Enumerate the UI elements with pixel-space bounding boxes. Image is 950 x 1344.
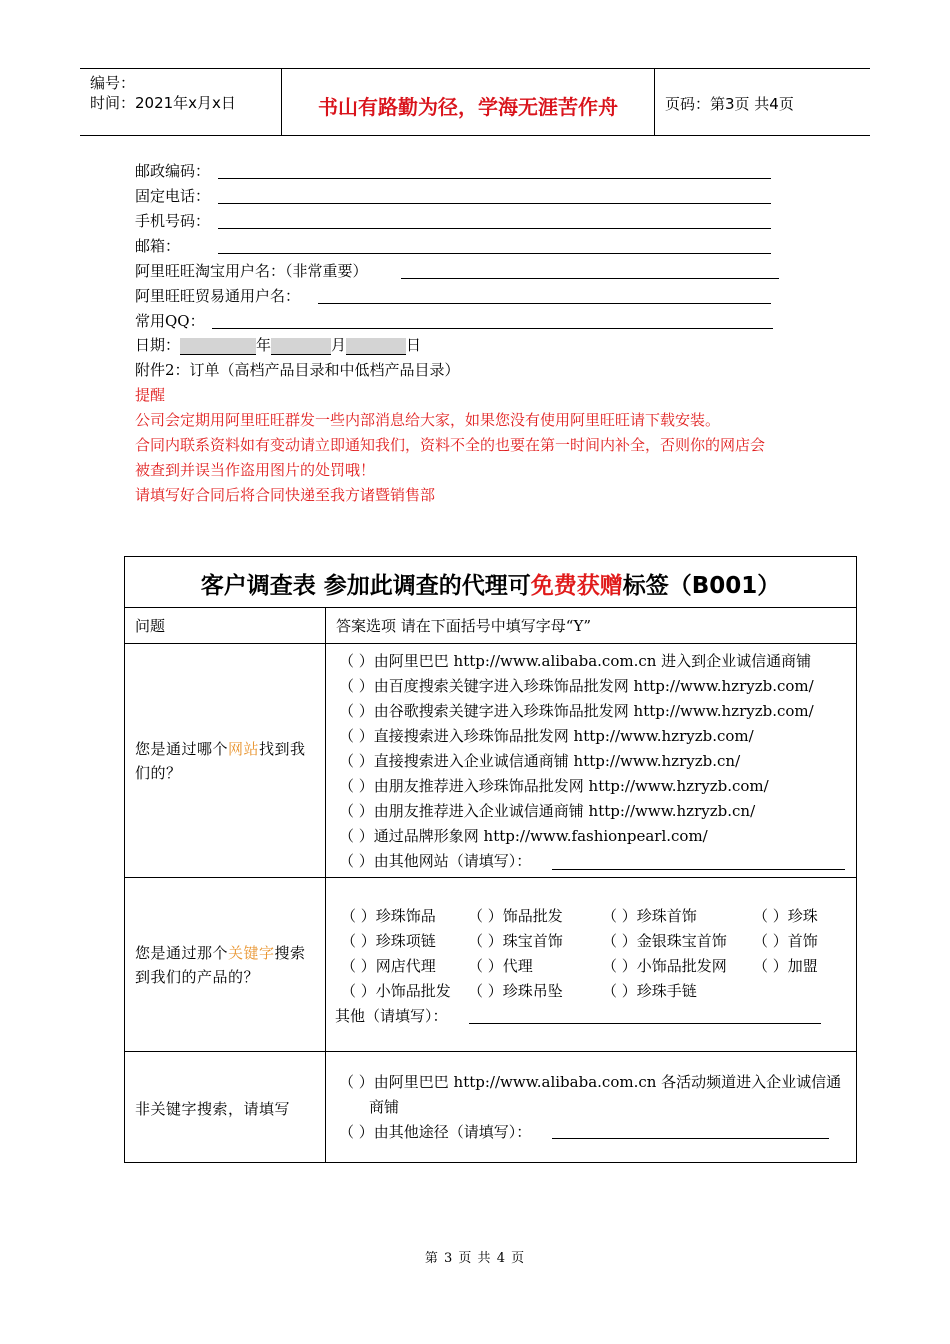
option-checkbox[interactable]: （ ）由阿里巴巴 http://www.alibaba.com.cn 进入到企业诚信通商铺 bbox=[339, 652, 812, 670]
mobile-field bbox=[135, 211, 210, 231]
keyword-option[interactable]: （ ）珍珠项链 bbox=[341, 932, 436, 950]
survey-title-text: 客户调查表 参加此调查的代理可 bbox=[200, 573, 531, 599]
field-label: 阿里旺旺贸易通用户名： bbox=[135, 287, 301, 305]
keyword-option[interactable]: （ ）珍珠手链 bbox=[602, 982, 697, 1000]
reminder-line: 请填写好合同后将合同快递至我方诸暨销售部 bbox=[135, 486, 436, 504]
page-info: 页码：第3页 共4页 bbox=[665, 95, 794, 113]
day-label: 日 bbox=[406, 336, 422, 354]
table-rule bbox=[125, 643, 856, 644]
column-header-question: 问题 bbox=[135, 617, 166, 635]
date-day-blank[interactable] bbox=[346, 338, 406, 355]
keyword-option[interactable]: （ ）金银珠宝首饰 bbox=[602, 932, 727, 950]
option-continuation: 商铺 bbox=[369, 1098, 400, 1116]
survey-title-highlight: 免费获赠 bbox=[530, 573, 623, 599]
year-label: 年 bbox=[256, 336, 272, 354]
reminder-line: 合同内联系资料如有变动请立即通知我们，资料不全的也要在第一时间内补全，否则你的网店会 bbox=[135, 436, 766, 454]
option-checkbox[interactable]: （ ）由阿里巴巴 http://www.alibaba.com.cn 各活动频道进入企业诚信通 bbox=[339, 1073, 842, 1091]
reminder-line: 被查到并误当作盗用图片的处罚哦！ bbox=[135, 461, 376, 479]
reminder-title: 提醒 bbox=[135, 386, 166, 404]
qq-field bbox=[135, 311, 205, 331]
other-keyword-blank[interactable] bbox=[469, 1023, 821, 1024]
survey-title bbox=[125, 567, 856, 600]
table-rule bbox=[125, 607, 856, 608]
keyword-option[interactable]: （ ）珍珠首饰 bbox=[602, 907, 697, 925]
keyword-option[interactable]: （ ）小饰品批发网 bbox=[602, 957, 727, 975]
keyword-option[interactable]: （ ）加盟 bbox=[753, 957, 818, 975]
option-checkbox[interactable]: （ ）由百度搜索关键字进入珍珠饰品批发网 http://www.hzryzb.com/ bbox=[339, 677, 814, 695]
question-keyword: 您是通过那个关键字搜索到我们的产品的？ bbox=[135, 944, 306, 986]
postal-code-field bbox=[135, 161, 210, 181]
email-field bbox=[135, 236, 180, 256]
question-website: 您是通过哪个网站找到我们的？ bbox=[135, 740, 306, 782]
email-blank[interactable] bbox=[218, 253, 771, 254]
date-field bbox=[135, 335, 421, 355]
option-checkbox[interactable]: （ ）通过品牌形象网 http://www.fashionpearl.com/ bbox=[339, 827, 708, 845]
page-footer: 第 3 页 共 4 页 bbox=[424, 1251, 526, 1266]
field-label: 常用QQ： bbox=[135, 312, 205, 330]
landline-field bbox=[135, 186, 210, 206]
date-year-blank[interactable] bbox=[180, 338, 256, 355]
mobile-blank[interactable] bbox=[218, 228, 771, 229]
field-label: 邮箱： bbox=[135, 237, 181, 255]
table-rule bbox=[125, 877, 856, 878]
table-rule bbox=[125, 1051, 856, 1052]
trademanager-username-field bbox=[135, 286, 300, 306]
header-divider bbox=[654, 69, 655, 136]
page-header bbox=[80, 68, 870, 136]
qq-blank[interactable] bbox=[212, 328, 773, 329]
time-label: 时间：2021年x月x日 bbox=[90, 94, 236, 112]
month-label: 月 bbox=[331, 336, 347, 354]
keyword-option[interactable]: （ ）首饰 bbox=[753, 932, 818, 950]
keyword-option[interactable]: （ ）代理 bbox=[468, 957, 533, 975]
keyword-option[interactable]: （ ）小饰品批发 bbox=[341, 982, 451, 1000]
option-checkbox[interactable]: （ ）由其他网站（请填写）： bbox=[339, 852, 532, 870]
option-checkbox[interactable]: （ ）由朋友推荐进入企业诚信通商铺 http://www.hzryzb.cn/ bbox=[339, 802, 756, 820]
landline-blank[interactable] bbox=[218, 203, 771, 204]
survey-title-text: 标签（B001） bbox=[622, 573, 781, 599]
reminder-line: 公司会定期用阿里旺旺群发一些内部消息给大家，如果您没有使用阿里旺旺请下载安装。 bbox=[135, 411, 721, 429]
column-header-answer: 答案选项 请在下面括号中填写字母“Y” bbox=[336, 617, 592, 635]
taobao-username-field bbox=[135, 261, 368, 281]
date-label: 日期： bbox=[135, 336, 181, 354]
keyword-option[interactable]: （ ）珍珠 bbox=[753, 907, 818, 925]
field-label: 手机号码： bbox=[135, 212, 211, 230]
keyword-option[interactable]: （ ）珠宝首饰 bbox=[468, 932, 563, 950]
question-non-keyword: 非关键字搜索，请填写 bbox=[135, 1100, 291, 1118]
keyword-option[interactable]: （ ）网店代理 bbox=[341, 957, 436, 975]
trademanager-username-blank[interactable] bbox=[318, 303, 771, 304]
table-column-rule bbox=[325, 607, 326, 1162]
option-checkbox[interactable]: （ ）直接搜索进入珍珠饰品批发网 http://www.hzryzb.com/ bbox=[339, 727, 754, 745]
attachment-note: 附件2：订单（高档产品目录和中低档产品目录） bbox=[135, 361, 460, 379]
option-checkbox[interactable]: （ ）由谷歌搜索关键字进入珍珠饰品批发网 http://www.hzryzb.com/ bbox=[339, 702, 814, 720]
field-label: 阿里旺旺淘宝用户名：（非常重要） bbox=[135, 262, 368, 280]
date-month-blank[interactable] bbox=[271, 338, 331, 355]
header-motto: 书山有路勤为径，学海无涯苦作舟 bbox=[318, 95, 618, 119]
keyword-option[interactable]: （ ）饰品批发 bbox=[468, 907, 563, 925]
taobao-username-blank[interactable] bbox=[401, 278, 779, 279]
postal-code-blank[interactable] bbox=[218, 178, 771, 179]
field-label: 邮政编码： bbox=[135, 162, 211, 180]
customer-survey-table bbox=[124, 556, 857, 1163]
option-checkbox[interactable]: （ ）由其他途径（请填写）： bbox=[339, 1123, 532, 1141]
other-website-blank[interactable] bbox=[552, 869, 845, 870]
field-label: 固定电话： bbox=[135, 187, 211, 205]
header-meta bbox=[90, 73, 236, 113]
serial-label: 编号： bbox=[90, 74, 136, 92]
other-keyword-label: 其他（请填写）： bbox=[335, 1007, 448, 1025]
keyword-option[interactable]: （ ）珍珠吊坠 bbox=[468, 982, 563, 1000]
option-checkbox[interactable]: （ ）直接搜索进入企业诚信通商铺 http://www.hzryzb.cn/ bbox=[339, 752, 741, 770]
other-channel-blank[interactable] bbox=[552, 1138, 829, 1139]
keyword-option[interactable]: （ ）珍珠饰品 bbox=[341, 907, 436, 925]
option-checkbox[interactable]: （ ）由朋友推荐进入珍珠饰品批发网 http://www.hzryzb.com/ bbox=[339, 777, 769, 795]
